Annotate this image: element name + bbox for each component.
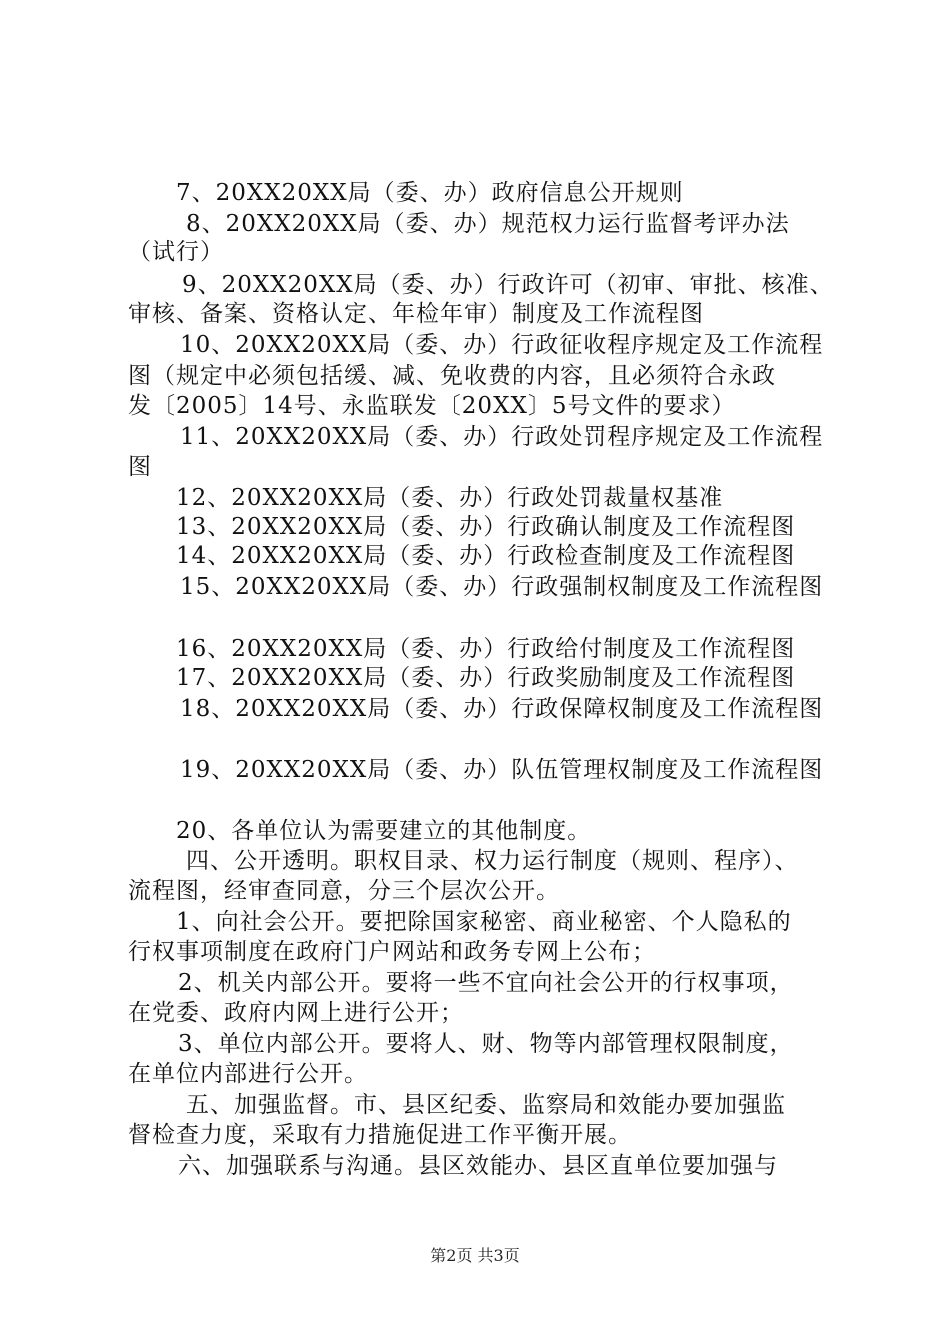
text-line: 18、20XX20XX局（委、办）行政保障权制度及工作流程图 bbox=[180, 696, 824, 722]
text-line: 审核、备案、资格认定、年检年审）制度及工作流程图 bbox=[128, 301, 704, 327]
text-line: 19、20XX20XX局（委、办）队伍管理权制度及工作流程图 bbox=[180, 757, 824, 783]
text-line: 10、20XX20XX局（委、办）行政征收程序规定及工作流程 bbox=[180, 332, 824, 358]
text-line: 9、20XX20XX局（委、办）行政许可（初审、审批、核准、 bbox=[182, 272, 834, 298]
text-line: 六、加强联系与沟通。县区效能办、县区直单位要加强与 bbox=[178, 1153, 778, 1179]
text-line: 行权事项制度在政府门户网站和政务专网上公布； bbox=[128, 939, 656, 965]
text-line: 7、20XX20XX局（委、办）政府信息公开规则 bbox=[176, 180, 684, 206]
page-footer: 第2页 共3页 bbox=[430, 1246, 520, 1265]
text-line: 3、单位内部公开。要将人、财、物等内部管理权限制度， bbox=[178, 1031, 794, 1057]
text-line: 2、机关内部公开。要将一些不宜向社会公开的行权事项， bbox=[178, 970, 794, 996]
text-line: 五、加强监督。市、县区纪委、监察局和效能办要加强监 bbox=[186, 1092, 786, 1118]
text-line: 督检查力度，采取有力措施促进工作平衡开展。 bbox=[128, 1122, 632, 1148]
text-line: 图（规定中必须包括缓、减、免收费的内容，且必须符合永政 bbox=[128, 363, 776, 389]
text-line: 11、20XX20XX局（委、办）行政处罚程序规定及工作流程 bbox=[180, 424, 824, 450]
text-line: 20、各单位认为需要建立的其他制度。 bbox=[176, 818, 592, 844]
text-line: 四、公开透明。职权目录、权力运行制度（规则、程序）、 bbox=[186, 848, 799, 874]
text-line: 图 bbox=[128, 454, 152, 480]
text-line: 17、20XX20XX局（委、办）行政奖励制度及工作流程图 bbox=[176, 665, 796, 691]
text-line: 8、20XX20XX局（委、办）规范权力运行监督考评办法 bbox=[186, 211, 790, 237]
text-line: 流程图，经审查同意，分三个层次公开。 bbox=[128, 878, 560, 904]
text-line: 13、20XX20XX局（委、办）行政确认制度及工作流程图 bbox=[176, 514, 796, 540]
text-line: （试行） bbox=[128, 239, 224, 265]
text-line: 15、20XX20XX局（委、办）行政强制权制度及工作流程图 bbox=[180, 574, 824, 600]
text-line: 1、向社会公开。要把除国家秘密、商业秘密、个人隐私的 bbox=[176, 909, 792, 935]
text-line: 14、20XX20XX局（委、办）行政检查制度及工作流程图 bbox=[176, 543, 796, 569]
text-line: 在党委、政府内网上进行公开； bbox=[128, 1000, 464, 1026]
text-line: 12、20XX20XX局（委、办）行政处罚裁量权基准 bbox=[176, 485, 724, 511]
text-line: 发〔2005〕14号、永监联发〔20XX〕5号文件的要求） bbox=[128, 393, 736, 419]
text-line: 在单位内部进行公开。 bbox=[128, 1061, 368, 1087]
text-line: 16、20XX20XX局（委、办）行政给付制度及工作流程图 bbox=[176, 636, 796, 662]
